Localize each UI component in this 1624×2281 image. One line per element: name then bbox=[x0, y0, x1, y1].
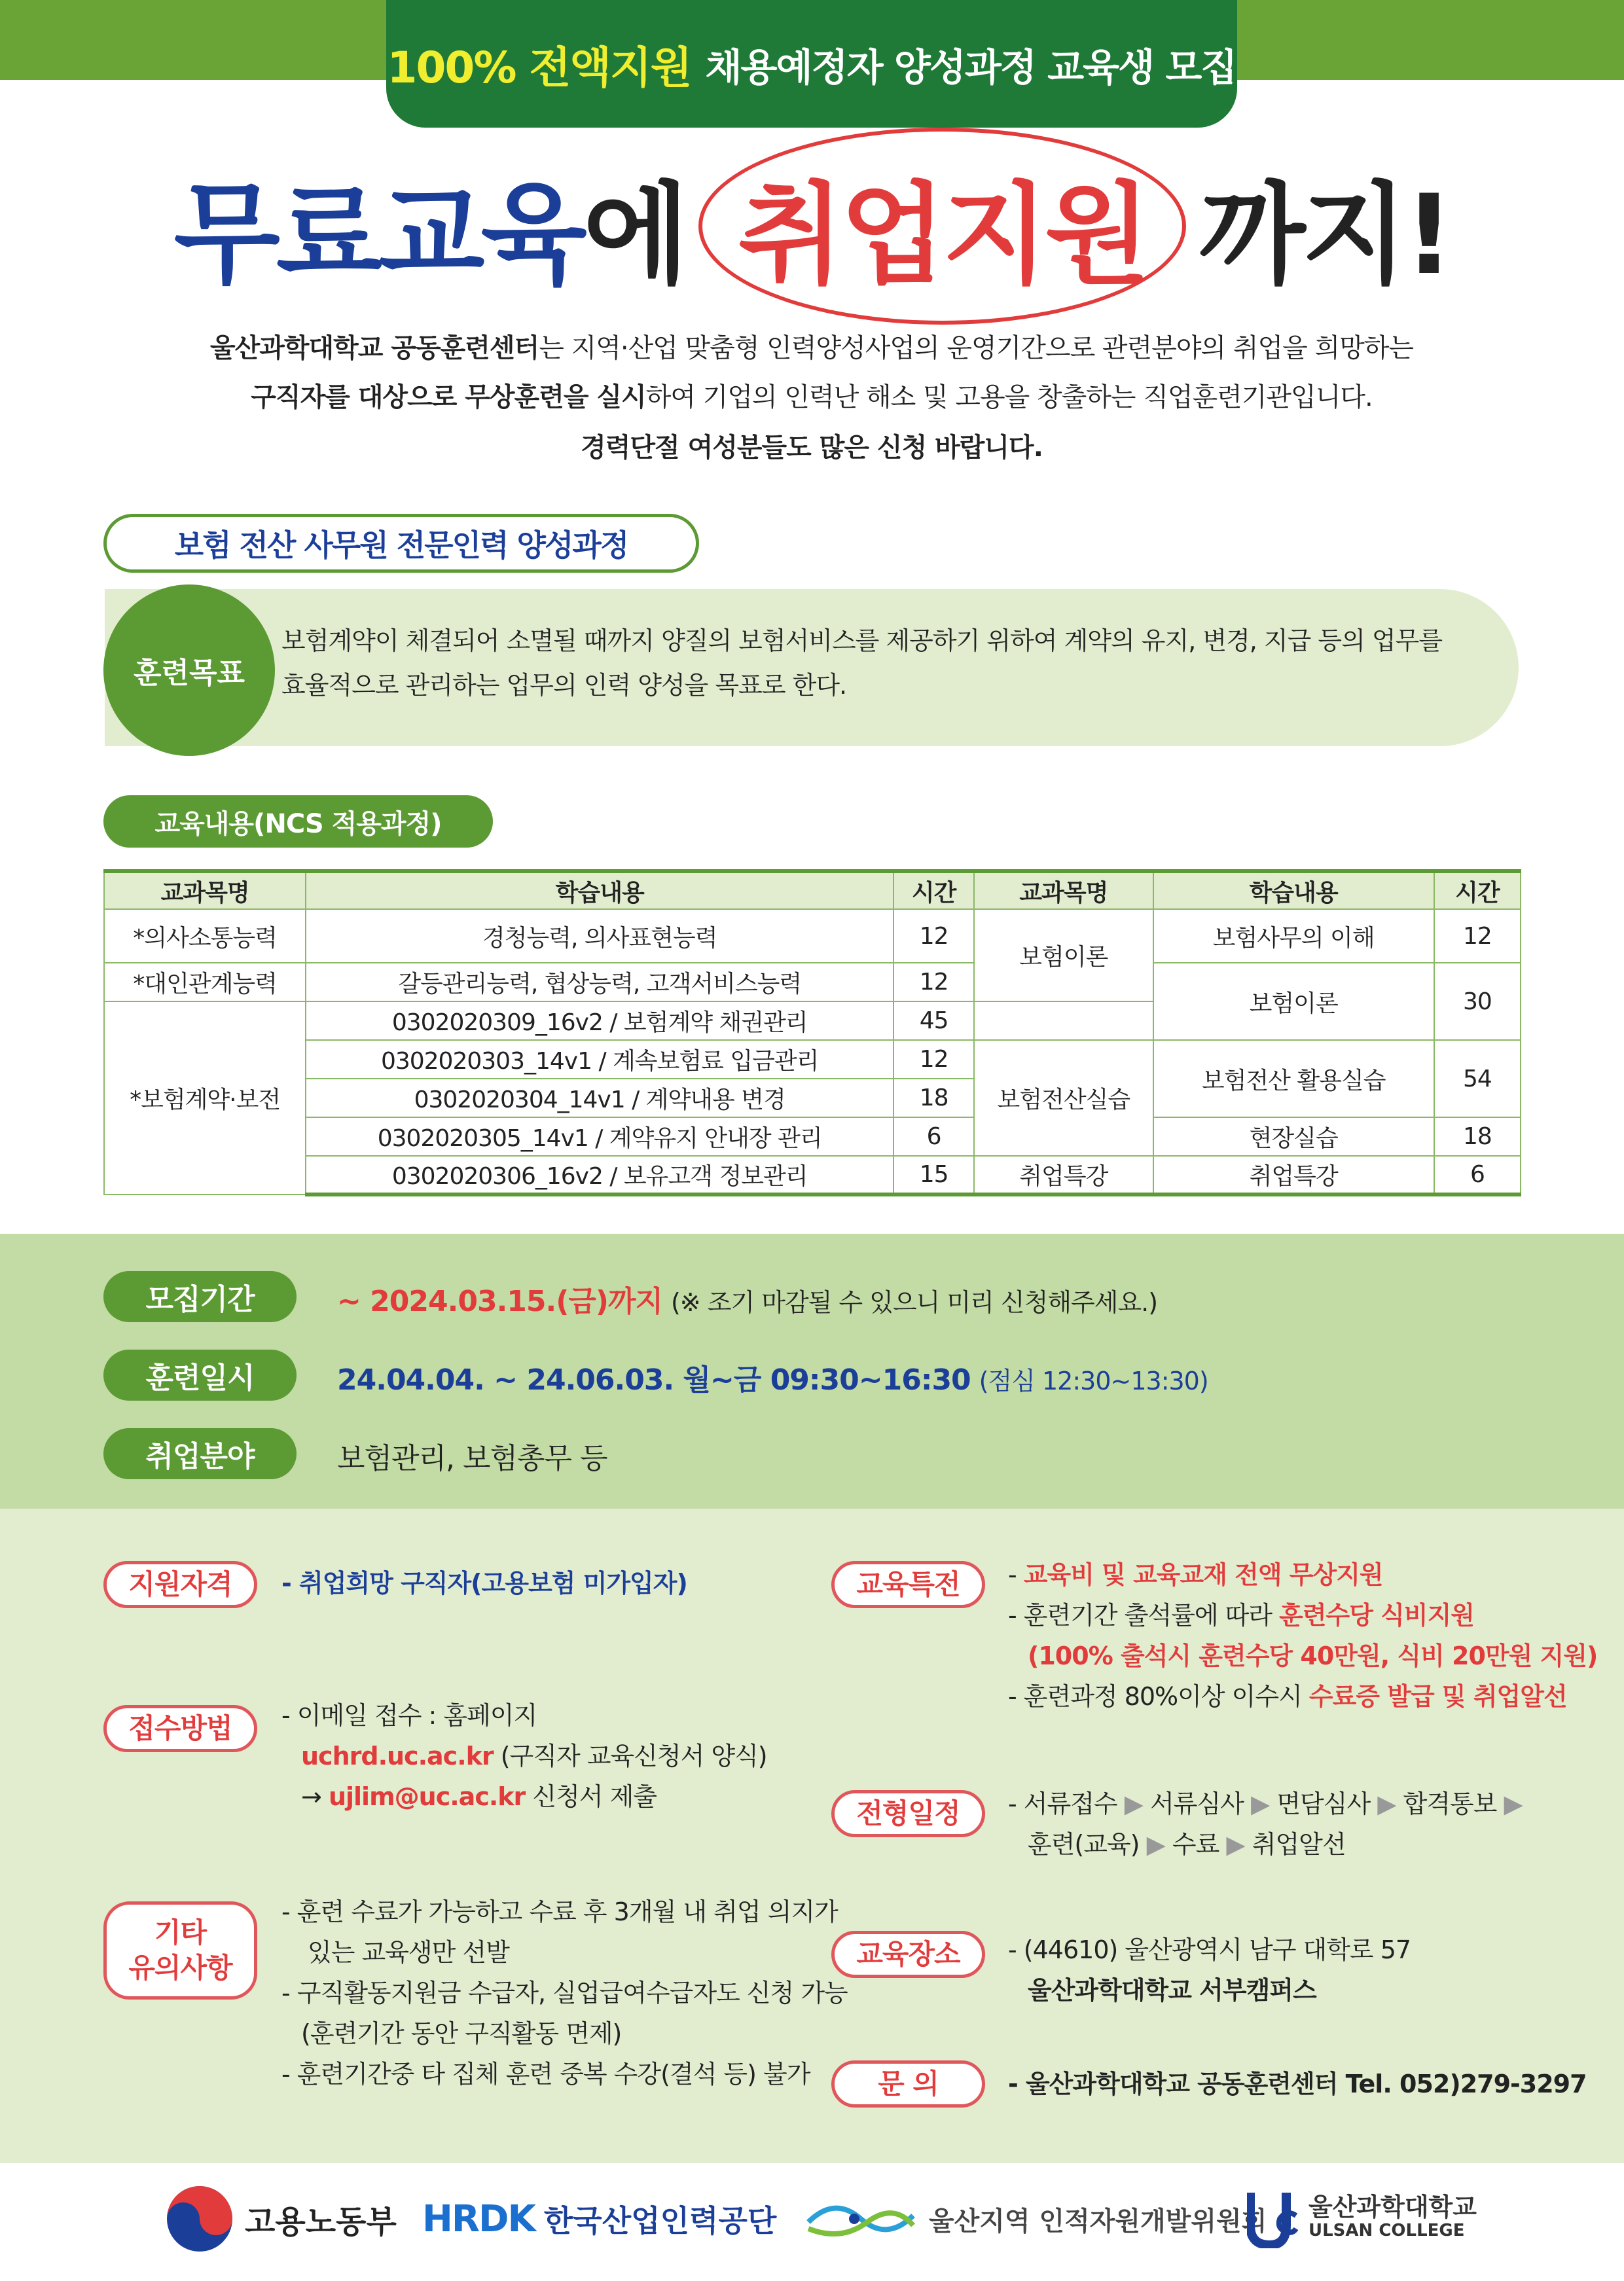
ministry-of-labor-logo bbox=[164, 2180, 397, 2258]
cell-content: 0302020306_16v2 / 보유고객 정보관리 bbox=[306, 1156, 893, 1194]
cell-content: 0302020304_14v1 / 계약내용 변경 bbox=[306, 1079, 893, 1117]
header-subject-left: 교과목명 bbox=[104, 871, 306, 909]
headline-until: 까지! bbox=[1199, 170, 1451, 299]
eligibility-label: 지원자격 bbox=[103, 1561, 257, 1608]
benefit-line-4 bbox=[1008, 1676, 1597, 1717]
benefit-line-2-pre: - 훈련기간 출석률에 따라 bbox=[1008, 1601, 1272, 1630]
apply-email-link[interactable]: ujlim@uc.ac.kr bbox=[328, 1782, 526, 1811]
contact-text: - 울산과학대학교 공동훈련센터 Tel. 052)279-3297 bbox=[1008, 2070, 1587, 2098]
hrdk-logo bbox=[422, 2180, 776, 2258]
header-content-left: 학습내용 bbox=[306, 871, 893, 909]
council-name: 울산지역 인적자원개발위원회 bbox=[929, 2206, 1267, 2236]
recruit-banner bbox=[386, 0, 1237, 128]
etc-line-2: 있는 교육생만 선발 bbox=[308, 1938, 509, 1967]
process-step: 취업알선 bbox=[1252, 1830, 1346, 1859]
benefits-label: 교육특전 bbox=[831, 1561, 985, 1608]
recruit-period-value: ~ 2024.03.15.(금)까지 bbox=[337, 1285, 662, 1318]
ulsan-hrd-council-logo bbox=[802, 2180, 1267, 2258]
job-field-value: 보험관리, 보험총무 등 bbox=[337, 1442, 607, 1475]
college-name-english: ULSAN COLLEGE bbox=[1308, 2221, 1465, 2240]
cell-content-right: 보험전산 활용실습 bbox=[1153, 1040, 1434, 1117]
intro-bold-2: 구직자를 대상으로 무상훈련을 실시 bbox=[251, 382, 646, 412]
college-name-korean: 울산과학대학교 bbox=[1308, 2193, 1477, 2221]
ministry-name: 고용노동부 bbox=[245, 2203, 397, 2240]
recruit-period-label: 모집기간 bbox=[103, 1271, 297, 1322]
cell-hours: 15 bbox=[893, 1156, 974, 1194]
training-dates-value: 24.04.04. ~ 24.06.03. 월~금 09:30~16:30 bbox=[337, 1363, 971, 1397]
headline-particle: 에 bbox=[583, 170, 686, 299]
benefit-line-2-red: 훈련수당 식비지원 bbox=[1279, 1601, 1475, 1630]
cell-content: 갈등관리능력, 협상능력, 고객서비스능력 bbox=[306, 963, 893, 1001]
cell-subject: *대인관계능력 bbox=[104, 963, 306, 1001]
play-arrow-icon: ▶ bbox=[1251, 1789, 1270, 1818]
header-hours-left: 시간 bbox=[893, 871, 974, 909]
apply-line-2 bbox=[281, 1736, 767, 1776]
cell-hours-right: 30 bbox=[1434, 963, 1521, 1040]
cell-content-right: 취업특강 bbox=[1153, 1156, 1434, 1194]
uc-mark-icon bbox=[1247, 2189, 1299, 2248]
recruit-period bbox=[337, 1278, 1157, 1320]
apply-line-2-rest: (구직자 교육신청서 양식) bbox=[500, 1742, 767, 1770]
etc-line-5: - 훈련기간중 타 집체 훈련 중복 수강(결석 등) 불가 bbox=[281, 2060, 810, 2089]
ulsan-college-logo bbox=[1247, 2180, 1477, 2258]
benefit-line-4-red: 수료증 발급 및 취업알선 bbox=[1308, 1682, 1567, 1711]
curriculum-title: 교육내용(NCS 적용과정) bbox=[103, 795, 493, 848]
location-text bbox=[1008, 1930, 1411, 2011]
play-arrow-icon: ▶ bbox=[1124, 1789, 1143, 1818]
etc-line-3: - 구직활동지원금 수급자, 실업급여수급자도 신청 가능 bbox=[281, 1979, 848, 2007]
cell-subject-right: 보험이론 bbox=[974, 909, 1153, 1001]
goal-line-2: 효율적으로 관리하는 업무의 인력 양성을 목표로 한다. bbox=[281, 671, 847, 700]
cell-subject: *보험계약·보전 bbox=[104, 1001, 306, 1194]
eligibility-text bbox=[281, 1563, 687, 1604]
cell-content: 0302020309_16v2 / 보험계약 채권관리 bbox=[306, 1001, 893, 1040]
cell-subject: *의사소통능력 bbox=[104, 909, 306, 963]
table-row bbox=[104, 1156, 1521, 1194]
intro-line-3: 경력단절 여성분들도 많은 신청 바랍니다. bbox=[581, 433, 1043, 463]
apply-line-1: - 이메일 접수 : 홈페이지 bbox=[281, 1701, 537, 1730]
selection-process-label: 전형일정 bbox=[831, 1790, 985, 1837]
training-dates bbox=[337, 1356, 1208, 1398]
table-header-row bbox=[104, 871, 1521, 909]
goal-text bbox=[281, 619, 1499, 708]
benefit-line-3-value: (100% 출석시 훈련수당 40만원, 식비 20만원 지원) bbox=[1028, 1642, 1598, 1670]
cell-hours: 12 bbox=[893, 1040, 974, 1079]
cell-hours-right: 6 bbox=[1434, 1156, 1521, 1194]
benefit-line-3 bbox=[1008, 1636, 1597, 1676]
benefit-line-1: - 교육비 및 교육교재 전액 무상지원 bbox=[1008, 1560, 1383, 1589]
intro-bold-1: 울산과학대학교 공동훈련센터 bbox=[209, 333, 539, 363]
banner-text: 채용예정자 양성과정 교육생 모집 bbox=[705, 45, 1236, 90]
recruit-period-note: (※ 조기 마감될 수 있으니 미리 신청해주세요.) bbox=[670, 1288, 1158, 1317]
process-line-1: - 서류접수 ▶ 서류심사 ▶ 면담심사 ▶ 합격통보 ▶ bbox=[1008, 1789, 1523, 1818]
cell-content: 0302020305_14v1 / 계약유지 안내장 관리 bbox=[306, 1117, 893, 1156]
cell-subject-right: 취업특강 bbox=[974, 1156, 1153, 1194]
benefit-line-4-pre: - 훈련과정 80%이상 이수시 bbox=[1008, 1682, 1302, 1711]
other-notes-text bbox=[281, 1892, 848, 2094]
cell-hours: 45 bbox=[893, 1001, 974, 1040]
cell-content-right: 현장실습 bbox=[1153, 1117, 1434, 1156]
process-step: 훈련(교육) bbox=[1028, 1830, 1140, 1859]
cell-content: 경청능력, 의사표현능력 bbox=[306, 909, 893, 963]
goal-line-1: 보험계약이 체결되어 소멸될 때까지 양질의 보험서비스를 제공하기 위하여 계약의 유지, 변경, 지급 등의 업무를 bbox=[281, 626, 1443, 655]
cell-hours: 18 bbox=[893, 1079, 974, 1117]
etc-line-1: - 훈련 수료가 가능하고 수료 후 3개월 내 취업 의지가 bbox=[281, 1897, 838, 1926]
cell-hours-right: 12 bbox=[1434, 909, 1521, 963]
benefit-line-2 bbox=[1008, 1595, 1597, 1636]
process-step: 서류심사 bbox=[1150, 1789, 1244, 1818]
header-subject-right: 교과목명 bbox=[974, 871, 1153, 909]
training-dates-label: 훈련일시 bbox=[103, 1350, 297, 1401]
cell-hours: 12 bbox=[893, 909, 974, 963]
apply-method-text bbox=[281, 1695, 767, 1817]
cell-hours: 12 bbox=[893, 963, 974, 1001]
cell-subject-right: 보험전산실습 bbox=[974, 1040, 1153, 1156]
location-line-2: 울산과학대학교 서부캠퍼스 bbox=[1028, 1976, 1316, 2005]
banner-highlight: 100% 전액지원 bbox=[387, 43, 691, 93]
hrdk-mark: HRDK bbox=[422, 2197, 535, 2240]
play-arrow-icon: ▶ bbox=[1226, 1830, 1245, 1859]
council-swirl-icon bbox=[802, 2196, 920, 2242]
selection-process bbox=[1008, 1784, 1523, 1865]
play-arrow-icon: ▶ bbox=[1504, 1789, 1523, 1818]
college-name bbox=[1308, 2195, 1477, 2242]
process-step: 면담심사 bbox=[1276, 1789, 1371, 1818]
hrdk-name: 한국산업인력공단 bbox=[543, 2203, 777, 2238]
contact-label: 문 의 bbox=[831, 2060, 985, 2108]
apply-method-label: 접수방법 bbox=[103, 1705, 257, 1752]
taegeuk-icon bbox=[164, 2183, 236, 2255]
headline-job-support: 취업지원 bbox=[712, 147, 1173, 305]
course-title: 보험 전산 사무원 전문인력 양성과정 bbox=[103, 514, 699, 573]
play-arrow-icon: ▶ bbox=[1377, 1789, 1396, 1818]
cell-hours-right: 54 bbox=[1434, 1040, 1521, 1117]
intro-rest-2: 하여 기업의 인력난 해소 및 고용을 창출하는 직업훈련기관입니다. bbox=[645, 382, 1373, 412]
header-hours-right: 시간 bbox=[1434, 871, 1521, 909]
table-row bbox=[104, 1040, 1521, 1079]
process-step: 서류접수 bbox=[1023, 1789, 1117, 1818]
intro-line-2 bbox=[131, 376, 1492, 414]
table-row bbox=[104, 1117, 1521, 1156]
intro-line-1 bbox=[131, 327, 1492, 365]
benefits-text bbox=[1008, 1554, 1597, 1717]
other-notes-label: 기타 유의사항 bbox=[103, 1901, 257, 2000]
cell-subject-right-cont bbox=[974, 1001, 1153, 1040]
apply-homepage-link[interactable]: uchrd.uc.ac.kr bbox=[301, 1742, 494, 1770]
table-row bbox=[104, 909, 1521, 963]
curriculum-table bbox=[103, 869, 1521, 1196]
training-dates-note: (점심 12:30~13:30) bbox=[979, 1367, 1208, 1395]
cell-hours-right: 18 bbox=[1434, 1117, 1521, 1156]
process-step: 합격통보 bbox=[1403, 1789, 1497, 1818]
cell-content-right: 보험이론 bbox=[1153, 963, 1434, 1040]
eligibility-value: - 취업희망 구직자(고용보험 미가입자) bbox=[281, 1569, 687, 1598]
process-line-2 bbox=[1008, 1824, 1523, 1865]
headline bbox=[0, 160, 1624, 299]
cell-hours: 6 bbox=[893, 1117, 974, 1156]
location-label: 교육장소 bbox=[831, 1931, 985, 1978]
process-step: 수료 bbox=[1172, 1830, 1219, 1859]
location-line-1: - (44610) 울산광역시 남구 대학로 57 bbox=[1008, 1935, 1411, 1964]
cell-content: 0302020303_14v1 / 계속보험료 입금관리 bbox=[306, 1040, 893, 1079]
intro-rest-1: 는 지역·산업 맞춤형 인력양성사업의 운영기간으로 관련분야의 취업을 희망하는 bbox=[539, 333, 1414, 363]
header-content-right: 학습내용 bbox=[1153, 871, 1434, 909]
benefit-line-1-value: 교육비 및 교육교재 전액 무상지원 bbox=[1023, 1560, 1383, 1589]
goal-label: 훈련목표 bbox=[103, 584, 275, 756]
apply-line-3 bbox=[281, 1776, 767, 1817]
apply-line-3-rest: 신청서 제출 bbox=[532, 1782, 657, 1811]
cell-content-right: 보험사무의 이해 bbox=[1153, 909, 1434, 963]
arrow-icon: → bbox=[301, 1782, 321, 1811]
etc-line-4: (훈련기간 동안 구직활동 면제) bbox=[301, 2019, 622, 2048]
table-row bbox=[104, 963, 1521, 1001]
job-field-label: 취업분야 bbox=[103, 1428, 297, 1479]
headline-free-education: 무료교육 bbox=[173, 170, 583, 299]
play-arrow-icon: ▶ bbox=[1146, 1830, 1165, 1859]
